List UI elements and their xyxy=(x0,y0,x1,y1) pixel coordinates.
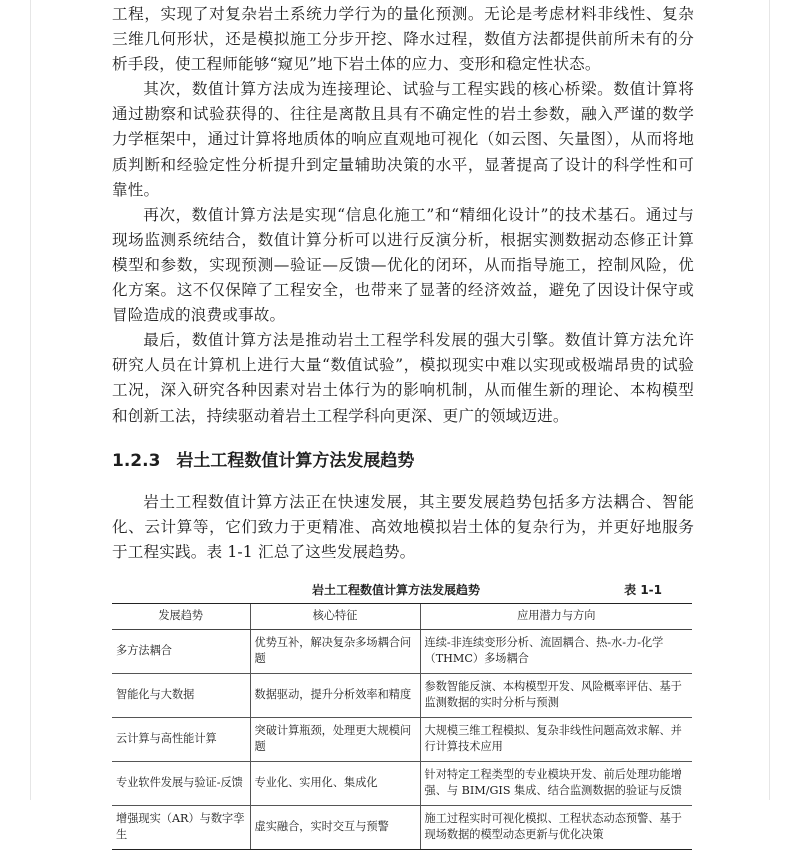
paragraph-info-construction: 再次，数值计算方法是实现“信息化施工”和“精细化设计”的技术基石。通过与现场监测系统结合，数值计算分析可以进行反演分析，根据实测数据动态修正计算模型和参数，实现预测—验证—反馈—优化的闭环，从而指导施工，控制风险，优化方案。这不仅保障了工程安全，也带来了显著的经济效益，避免了因设计保守或冒险造成的浪费或事故。 xyxy=(112,205,694,325)
feature-cell: 专业化、实用化、集成化 xyxy=(250,761,420,805)
page-edge-left xyxy=(30,0,31,800)
trend-cell: 云计算与高性能计算 xyxy=(112,717,250,761)
header-feature: 核心特征 xyxy=(250,603,420,629)
page-content xyxy=(112,2,694,850)
feature-cell: 优势互补，解决复杂多场耦合问题 xyxy=(250,629,420,673)
section-heading xyxy=(112,449,694,473)
trend-cell: 专业软件发展与验证-反馈 xyxy=(112,761,250,805)
paragraph-continuation: 工程，实现了对复杂岩土系统力学行为的量化预测。无论是考虑材料非线性、复杂三维几何形状，还是模拟施工分步开挖、降水过程，数值方法都提供前所未有的分析手段，使工程师能够“窥见”地下岩土体的应力、变形和稳定性状态。 xyxy=(112,5,694,74)
table-caption-number: 表 1-1 xyxy=(624,582,662,597)
table-row xyxy=(112,629,692,673)
feature-cell: 虚实融合，实时交互与预警 xyxy=(250,805,420,849)
table-caption xyxy=(112,579,694,601)
trend-cell: 增强现实（AR）与数字孪生 xyxy=(112,805,250,849)
section-title: 岩土工程数值计算方法发展趋势 xyxy=(176,450,415,471)
table-row xyxy=(112,673,692,717)
feature-cell: 突破计算瓶颈，处理更大规模问题 xyxy=(250,717,420,761)
table-row xyxy=(112,717,692,761)
header-trend: 发展趋势 xyxy=(112,603,250,629)
table-row xyxy=(112,761,692,805)
trends-table xyxy=(112,603,692,850)
application-cell: 连续-非连续变形分析、流固耦合、热-水-力-化学（THMC）多场耦合 xyxy=(420,629,692,673)
application-cell: 参数智能反演、本构模型开发、风险概率评估、基于监测数据的实时分析与预测 xyxy=(420,673,692,717)
trend-cell: 智能化与大数据 xyxy=(112,673,250,717)
page-edge-right xyxy=(769,0,770,800)
application-cell: 针对特定工程类型的专业模块开发、前后处理功能增强、与 BIM/GIS 集成、结合监测数据的验证与反馈 xyxy=(420,761,692,805)
table-header-row xyxy=(112,603,692,629)
paragraph-bridge: 其次，数值计算方法成为连接理论、试验与工程实践的核心桥梁。数值计算将通过勘察和试验获得的、往往是离散且具有不确定性的岩土参数，融入严谨的数学力学框架中，通过计算将地质体的响应直观地可视化（如云图、矢量图），从而将地质判断和经验定性分析提升到定量辅助决策的水平，显著提高了设计的科学性和可靠性。 xyxy=(112,80,694,199)
feature-cell: 数据驱动，提升分析效率和精度 xyxy=(250,673,420,717)
application-cell: 施工过程实时可视化模拟、工程状态动态预警、基于现场数据的模型动态更新与优化决策 xyxy=(420,805,692,849)
section-number: 1.2.3 xyxy=(112,450,161,471)
trend-cell: 多方法耦合 xyxy=(112,629,250,673)
table-caption-title: 岩土工程数值计算方法发展趋势 xyxy=(312,582,481,597)
table-row xyxy=(112,805,692,849)
header-application: 应用潜力与方向 xyxy=(420,603,692,629)
application-cell: 大规模三维工程模拟、复杂非线性问题高效求解、并行计算技术应用 xyxy=(420,717,692,761)
section-intro: 岩土工程数值计算方法正在快速发展，其主要发展趋势包括多方法耦合、智能化、云计算等，它们致力于更精准、高效地模拟岩土体的复杂行为，并更好地服务于工程实践。表 1-1 汇总了这些发展趋势。 xyxy=(112,492,694,561)
paragraph-engine: 最后，数值计算方法是推动岩土工程学科发展的强大引擎。数值计算方法允许研究人员在计算机上进行大量“数值试验”，模拟现实中难以实现或极端昂贵的试验工况，深入研究各种因素对岩土体行为的影响机制，从而催生新的理论、本构模型和创新工法，持续驱动着岩土工程学科向更深、更广的领域迈进。 xyxy=(112,331,694,425)
